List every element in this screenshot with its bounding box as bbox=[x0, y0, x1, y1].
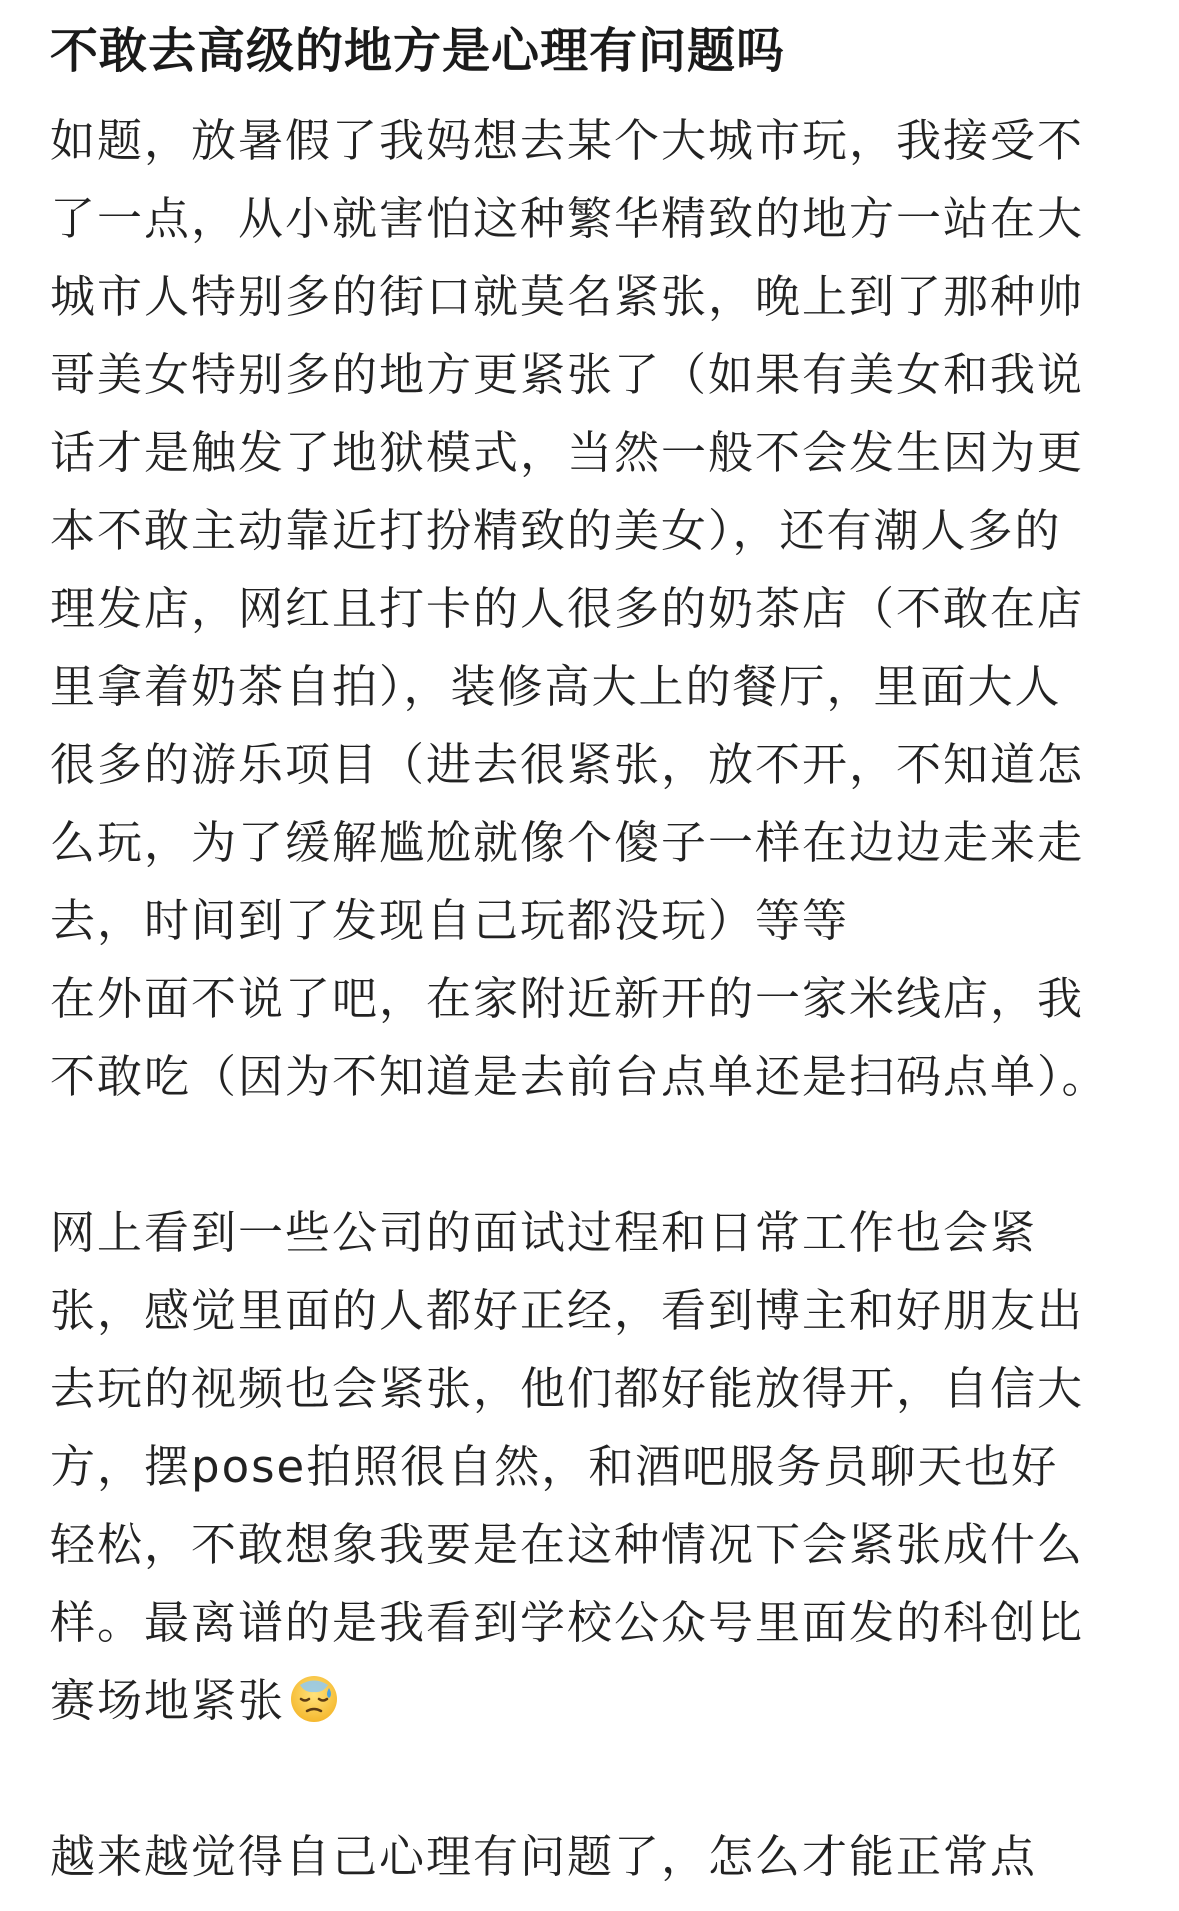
text-line: 不敢吃（因为不知道是去前台点单还是扫码点单）。 bbox=[50, 1050, 1109, 1103]
text-line: 网上看到一些公司的面试过程和日常工作也会紧 bbox=[50, 1206, 1038, 1259]
text-line: 越来越觉得自己心理有问题了，怎么才能正常点 bbox=[50, 1830, 1038, 1883]
text-line: 方，摆pose拍照很自然，和酒吧服务员聊天也好 bbox=[50, 1440, 1059, 1493]
text-line: 很多的游乐项目（进去很紧张，放不开，不知道怎 bbox=[50, 738, 1085, 791]
text-line-with-emoji bbox=[50, 1662, 1140, 1740]
text-line: 里拿着奶茶自拍），装修高大上的餐厅，里面大人 bbox=[50, 660, 1062, 713]
text-line: 了一点，从小就害怕这种繁华精致的地方一站在大 bbox=[50, 192, 1085, 245]
paragraph-spacer bbox=[50, 1116, 1140, 1194]
paragraph-3 bbox=[50, 1818, 1140, 1896]
text-line: 如题，放暑假了我妈想去某个大城市玩，我接受不 bbox=[50, 114, 1085, 167]
text-line: 在外面不说了吧，在家附近新开的一家米线店，我 bbox=[50, 972, 1085, 1025]
post-content bbox=[50, 12, 1140, 1896]
text-line: 理发店，网红且打卡的人很多的奶茶店（不敢在店 bbox=[50, 582, 1085, 635]
text-line: 轻松，不敢想象我要是在这种情况下会紧张成什么 bbox=[50, 1518, 1085, 1571]
paragraph-1 bbox=[50, 102, 1140, 1116]
text-line: 去，时间到了发现自己玩都没玩）等等 bbox=[50, 894, 850, 947]
text-line: 么玩，为了缓解尴尬就像个傻子一样在边边走来走 bbox=[50, 816, 1085, 869]
text-line: 话才是触发了地狱模式，当然一般不会发生因为更 bbox=[50, 426, 1085, 479]
text-line: 本不敢主动靠近打扮精致的美女），还有潮人多的 bbox=[50, 504, 1062, 557]
downcast-face-with-sweat-icon bbox=[289, 1674, 339, 1724]
paragraph-spacer bbox=[50, 1740, 1140, 1818]
post-title: 不敢去高级的地方是心理有问题吗 bbox=[50, 23, 786, 79]
text-line: 张，感觉里面的人都好正经，看到博主和好朋友出 bbox=[50, 1284, 1085, 1337]
text-line: 哥美女特别多的地方更紧张了（如果有美女和我说 bbox=[50, 348, 1085, 401]
paragraph-2 bbox=[50, 1194, 1140, 1740]
text-line: 样。最离谱的是我看到学校公众号里面发的科创比 bbox=[50, 1596, 1085, 1649]
text-line: 赛场地紧张 bbox=[50, 1674, 286, 1727]
text-line: 去玩的视频也会紧张，他们都好能放得开，自信大 bbox=[50, 1362, 1085, 1415]
text-line: 城市人特别多的街口就莫名紧张，晚上到了那种帅 bbox=[50, 270, 1085, 323]
